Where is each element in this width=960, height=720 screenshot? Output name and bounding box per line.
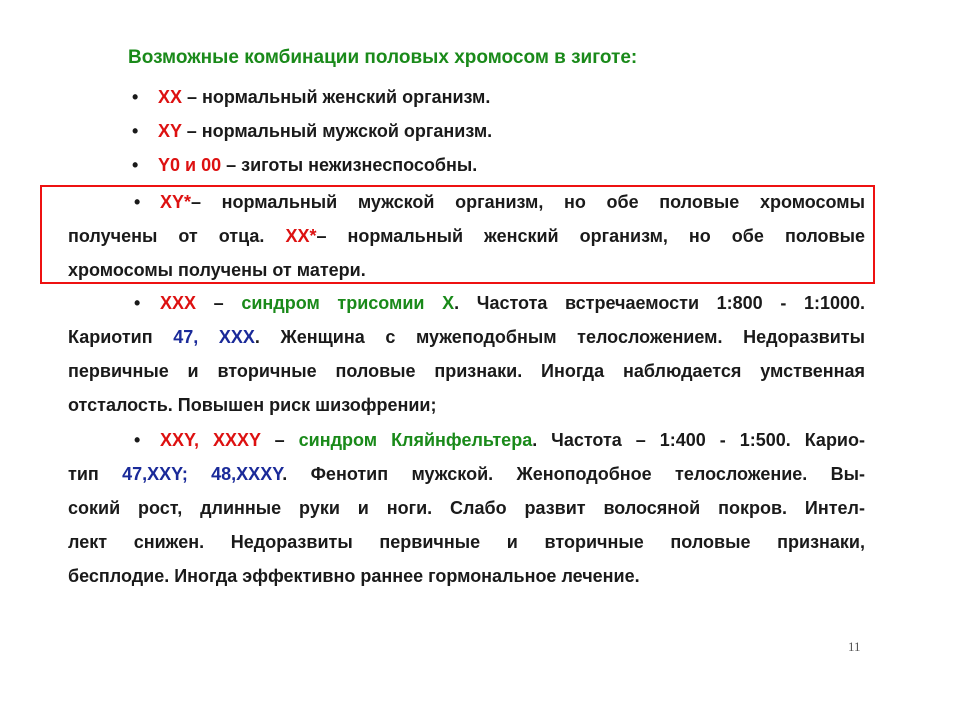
bullet-icon: • bbox=[132, 87, 139, 107]
bullet-icon: • bbox=[134, 293, 141, 313]
bullet-icon: • bbox=[132, 155, 139, 175]
chromosome-key: XX bbox=[158, 87, 183, 107]
item-text: – зиготы нежизнеспособны. bbox=[221, 155, 478, 175]
bullet-icon: • bbox=[132, 121, 139, 141]
list-item bbox=[132, 152, 477, 178]
text-line: Кариотип 47, XXX. Женщина с мужеподобным телосложением. Недоразвиты bbox=[68, 327, 865, 347]
chromosome-key: Y0 и 00 bbox=[158, 155, 222, 175]
text-line: бесплодие. Иногда эффективно раннее гормональное лечение. bbox=[68, 566, 640, 586]
text-line: получены от отца. XX*– нормальный женский организм, но обе половые bbox=[68, 226, 866, 246]
text-line: сокий рост, длинные руки и ноги. Слабо развит волосяной покров. Интел- bbox=[68, 498, 865, 518]
text-line: • XXX – синдром трисомии Х. Частота встречаемости 1:800 - 1:1000. bbox=[68, 290, 865, 316]
bullet-icon: • bbox=[134, 430, 141, 450]
text-line: тип 47,XXY; 48,XXXY. Фенотип мужской. Женоподобное телосложение. Вы- bbox=[68, 464, 865, 484]
text-line: отсталость. Повышен риск шизофрении; bbox=[68, 395, 437, 415]
page-title: Возможные комбинации половых хромосом в зиготе: bbox=[128, 47, 638, 68]
text-line: • XY*– нормальный мужской организм, но обе половые хромосомы bbox=[68, 189, 865, 215]
text-line: первичные и вторичные половые признаки. Иногда наблюдается умственная bbox=[68, 361, 865, 381]
item-text: – нормальный женский организм. bbox=[182, 87, 491, 107]
page-number: 11 bbox=[848, 639, 861, 654]
bullet-icon: • bbox=[134, 192, 141, 212]
text-line: • XXY, XXXY – синдром Кляйнфельтера. Частота – 1:400 - 1:500. Карио- bbox=[68, 427, 865, 453]
item-text: – нормальный мужской организм. bbox=[181, 121, 493, 141]
chromosome-key: XY bbox=[158, 121, 182, 141]
text-line: лект снижен. Недоразвиты первичные и вторичные половые признаки, bbox=[68, 532, 865, 552]
list-item bbox=[132, 118, 492, 144]
list-item bbox=[132, 84, 490, 110]
text-line: хромосомы получены от матери. bbox=[68, 260, 366, 280]
